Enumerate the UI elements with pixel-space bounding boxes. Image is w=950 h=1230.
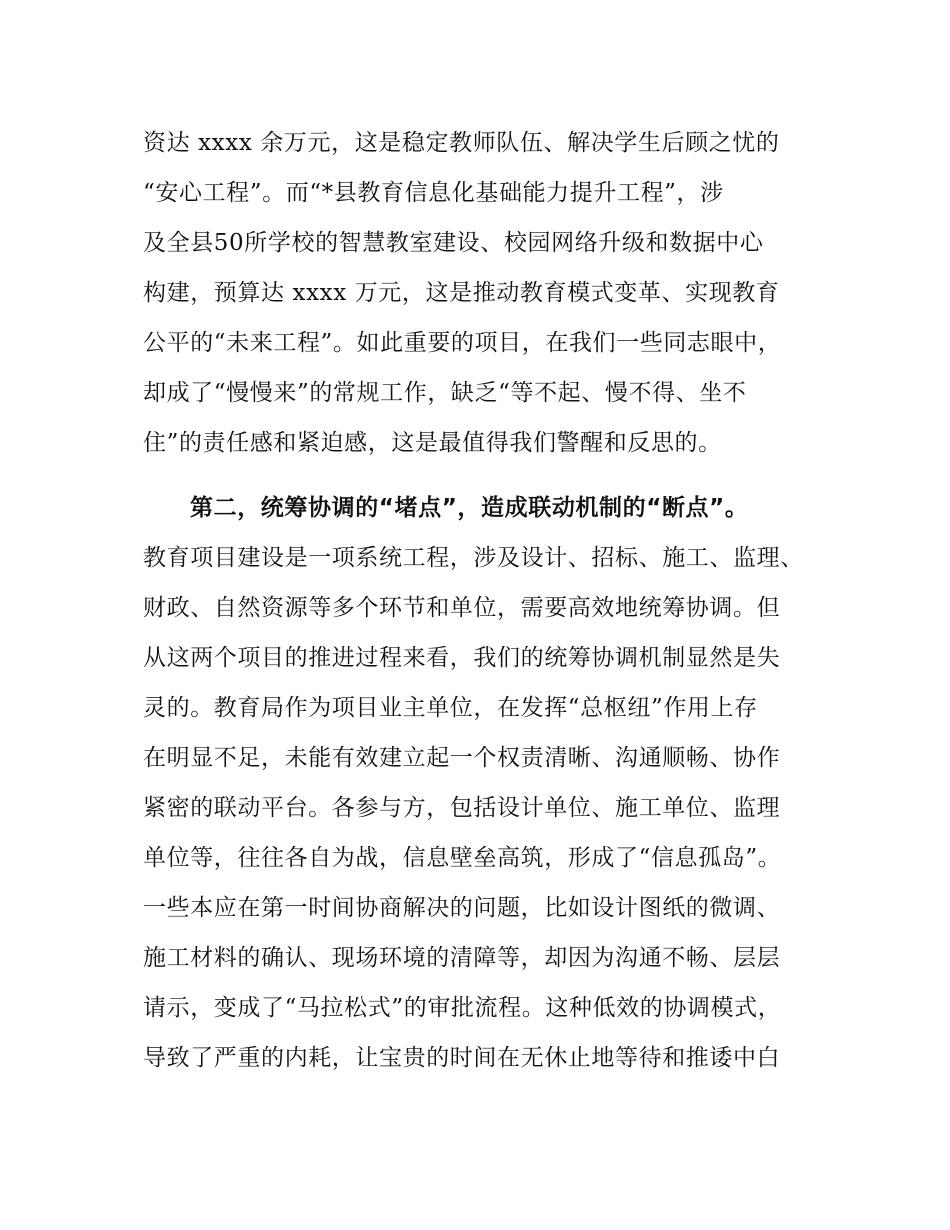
paragraph1-line-2: “安心工程”。而“*县教育信息化基础能力提升工程”，涉 — [143, 180, 724, 206]
section2-line-11: 导致了严重的内耗，让宝贵的时间在无休止地等待和推诿中白 — [143, 1045, 781, 1071]
section2-line-2: 财政、自然资源等多个环节和单位，需要高效地统筹协调。但 — [143, 595, 781, 621]
section2-heading: 第二，统筹协调的“堵点”，造成联动机制的“断点”。 — [190, 495, 749, 521]
section2-line-5: 在明显不足，未能有效建立起一个权责清晰、沟通顺畅、协作 — [143, 745, 781, 771]
section2-line-4: 灵的。教育局作为项目业主单位，在发挥“总枢纽”作用上存 — [143, 695, 758, 721]
section2-line-7: 单位等，往往各自为战，信息壁垒高筑，形成了“信息孤岛”。 — [143, 845, 782, 871]
section2-line-1: 教育项目建设是一项系统工程，涉及设计、招标、施工、监理、 — [143, 545, 804, 571]
paragraph1-line-7: 住”的责任感和紧迫感，这是最值得我们警醒和反思的。 — [143, 430, 722, 456]
section2-line-8: 一些本应在第一时间协商解决的问题，比如设计图纸的微调、 — [143, 895, 781, 921]
paragraph1-line-4: 构建，预算达 xxxx 万元，这是推动教育模式变革、实现教育 — [143, 280, 780, 306]
section2-line-6: 紧密的联动平台。各参与方，包括设计单位、施工单位、监理 — [143, 795, 781, 821]
paragraph1-line-1: 资达 xxxx 余万元，这是稳定教师队伍、解决学生后顾之忧的 — [143, 130, 780, 156]
section2-line-10: 请示，变成了“马拉松式”的审批流程。这种低效的协调模式， — [143, 995, 782, 1021]
section2-line-3: 从这两个项目的推进过程来看，我们的统筹协调机制显然是失 — [143, 645, 781, 671]
paragraph1-line-6: 却成了“慢慢来”的常规工作，缺乏“等不起、慢不得、坐不 — [143, 380, 747, 406]
section2-line-9: 施工材料的确认、现场环境的清障等，却因为沟通不畅、层层 — [143, 945, 781, 971]
paragraph1-line-5: 公平的“未来工程”。如此重要的项目，在我们一些同志眼中， — [143, 330, 782, 356]
paragraph1-line-3: 及全县50所学校的智慧教室建设、校园网络升级和数据中心 — [143, 230, 764, 256]
